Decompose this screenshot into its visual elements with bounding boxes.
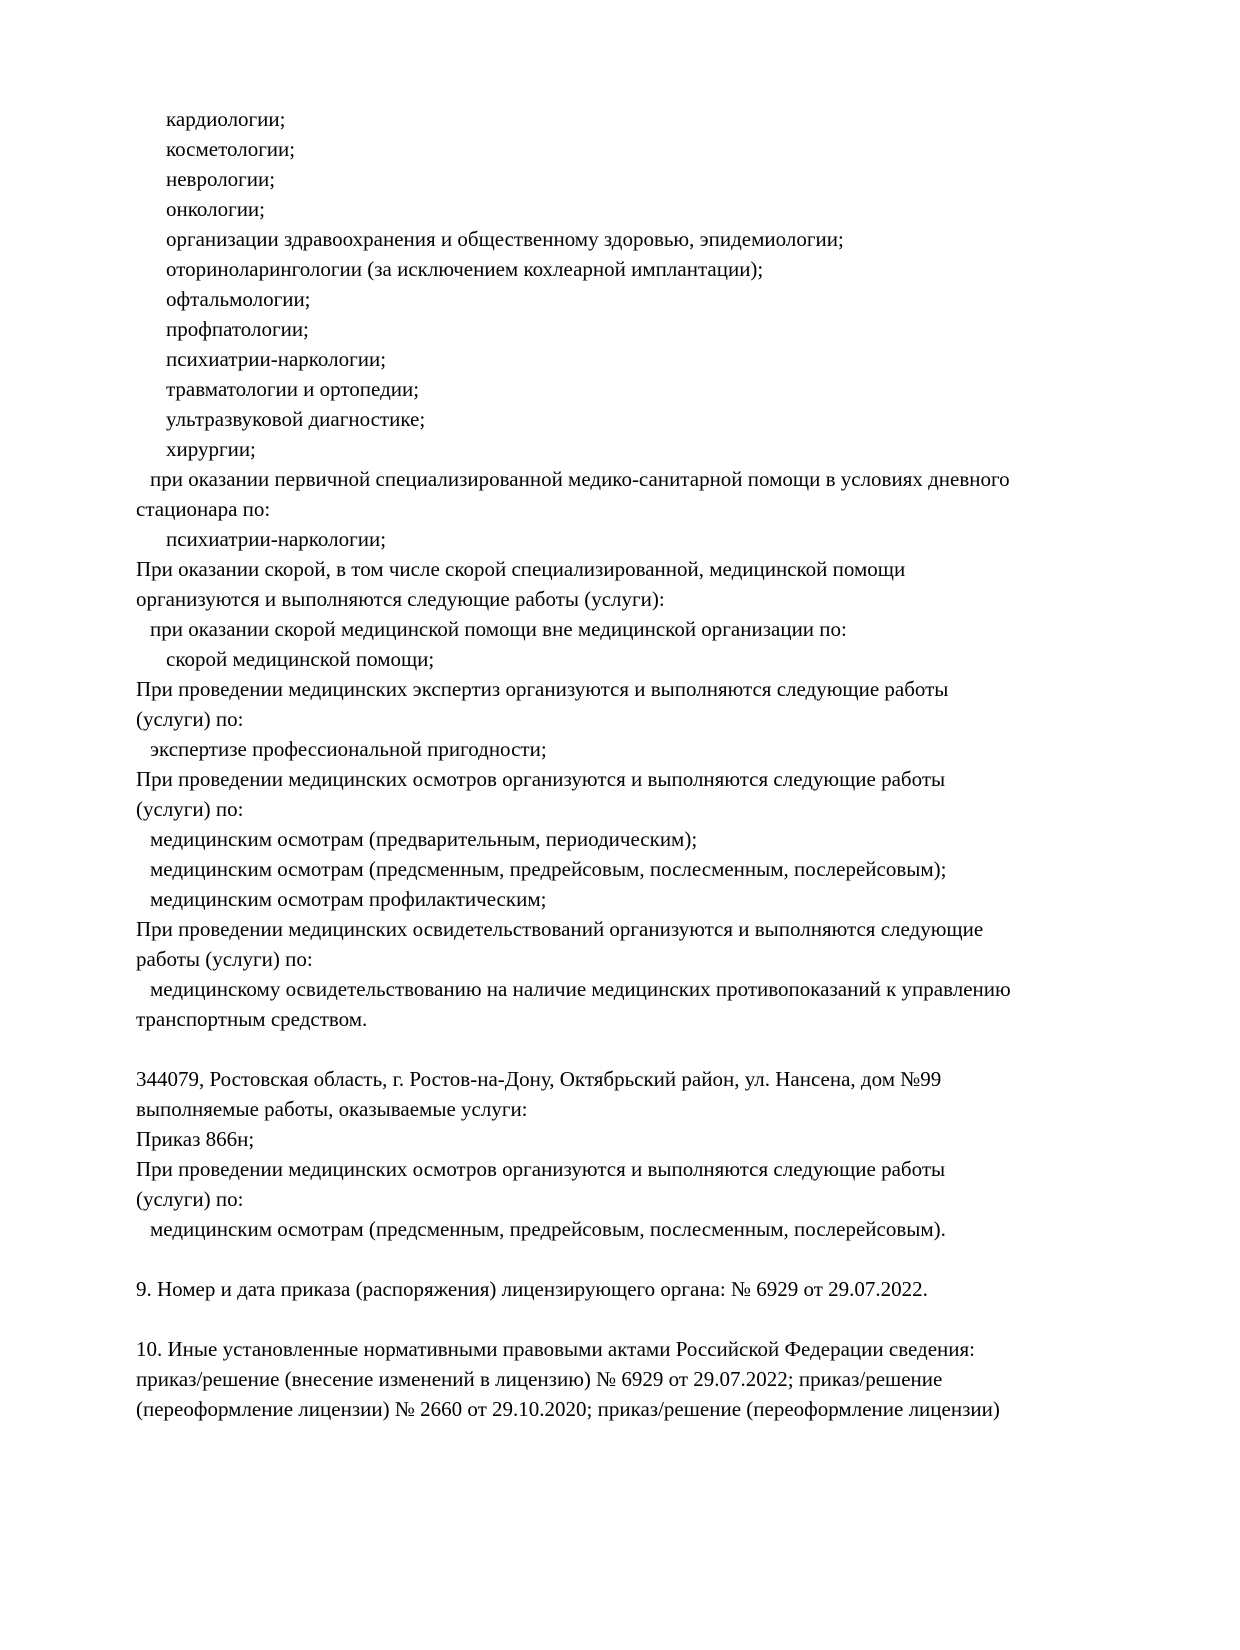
text-line: травматологии и ортопедии; [166, 377, 420, 401]
text-line: При проведении медицинских экспертиз организуются и выполняются следующие работы [136, 677, 949, 701]
blank-line [136, 1244, 1156, 1274]
text-line: 344079, Ростовская область, г. Ростов-на-Дону, Октябрьский район, ул. Нансена, дом №99 [136, 1067, 942, 1091]
text-line: психиатрии-наркологии; [166, 347, 387, 371]
text-line: офтальмологии; [166, 287, 311, 311]
text-line: При проведении медицинских осмотров организуются и выполняются следующие работы [136, 767, 946, 791]
text-line: транспортным средством. [136, 1007, 368, 1031]
text-line: медицинским осмотрам профилактическим; [150, 887, 547, 911]
text-line: выполняемые работы, оказываемые услуги: [136, 1097, 528, 1121]
text-line: организуются и выполняются следующие работы (услуги): [136, 587, 665, 611]
text-line: стационара по: [136, 497, 271, 521]
text-line: скорой медицинской помощи; [166, 647, 435, 671]
document-text [136, 104, 1156, 1424]
text-line: оториноларингологии (за исключением кохлеарной имплантации); [166, 257, 764, 281]
text-line: (услуги) по: [136, 797, 244, 821]
text-line: При проведении медицинских осмотров организуются и выполняются следующие работы [136, 1157, 946, 1181]
text-line: организации здравоохранения и общественному здоровью, эпидемиологии; [166, 227, 844, 251]
text-line: кардиологии; [166, 107, 286, 131]
blank-line [136, 1304, 1156, 1334]
text-line: при оказании первичной специализированной медико-санитарной помощи в условиях дневного [150, 467, 1010, 491]
text-line: медицинским осмотрам (предварительным, периодическим); [150, 827, 698, 851]
text-line: онкологии; [166, 197, 266, 221]
text-line: 9. Номер и дата приказа (распоряжения) лицензирующего органа: № 6929 от 29.07.2022. [136, 1277, 928, 1301]
text-line: (переоформление лицензии) № 2660 от 29.10.2020; приказ/решение (переоформление лицензии) [136, 1397, 1000, 1421]
text-line: медицинским осмотрам (предсменным, предрейсовым, послесменным, послерейсовым). [150, 1217, 946, 1241]
text-line: медицинским осмотрам (предсменным, предрейсовым, послесменным, послерейсовым); [150, 857, 947, 881]
text-line: ультразвуковой диагностике; [166, 407, 426, 431]
text-line: (услуги) по: [136, 707, 244, 731]
text-line: при оказании скорой медицинской помощи вне медицинской организации по: [150, 617, 847, 641]
text-line: При проведении медицинских освидетельствований организуются и выполняются следующие [136, 917, 984, 941]
text-line: косметологии; [166, 137, 296, 161]
text-line: (услуги) по: [136, 1187, 244, 1211]
text-line: хирургии; [166, 437, 256, 461]
text-line: работы (услуги) по: [136, 947, 313, 971]
text-line: медицинскому освидетельствованию на наличие медицинских противопоказаний к управлению [150, 977, 1011, 1001]
text-line: экспертизе профессиональной пригодности; [150, 737, 547, 761]
text-line: психиатрии-наркологии; [166, 527, 387, 551]
text-line: Приказ 866н; [136, 1127, 255, 1151]
text-line: приказ/решение (внесение изменений в лицензию) № 6929 от 29.07.2022; приказ/решение [136, 1367, 943, 1391]
text-line: При оказании скорой, в том числе скорой специализированной, медицинской помощи [136, 557, 906, 581]
text-line: профпатологии; [166, 317, 309, 341]
text-line: 10. Иные установленные нормативными правовыми актами Российской Федерации сведения: [136, 1337, 976, 1361]
text-line: неврологии; [166, 167, 276, 191]
blank-line [136, 1034, 1156, 1064]
